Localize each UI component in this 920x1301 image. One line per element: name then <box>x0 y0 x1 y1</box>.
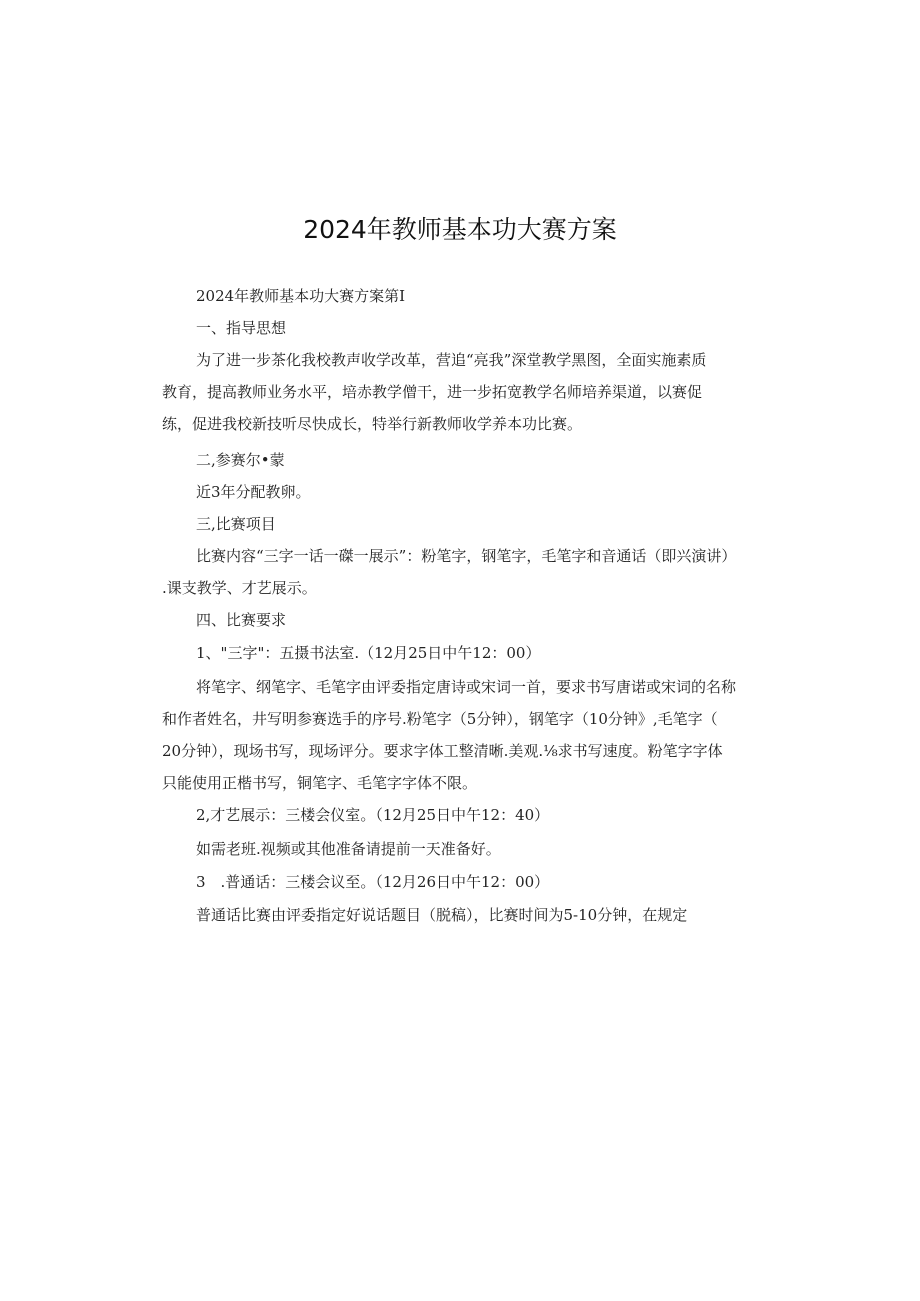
paragraph-line: 和作者姓名，井写明参赛选手的序号.粉笔字（5分钟），钢笔字（10分钟》,毛笔字（ <box>162 710 718 728</box>
paragraph-line: .课支教学、才艺展示。 <box>162 579 317 597</box>
paragraph-line: 比赛内容“三字一话一磔一展示”：粉笔字，钢笔字，毛笔字和音通话（即兴演讲） <box>196 547 737 565</box>
item-heading-mandarin: 3 .普通话：三楼会议至。（12月26日中午12：00） <box>196 873 550 891</box>
paragraph-line: 练，促进我校新技听尽快成长，特举行新教师收学养本功比赛。 <box>162 415 583 433</box>
paragraph-line: 20分钟），现场书写，现场评分。要求字体工整清晰.美观.⅛求书写速度。粉笔字字体 <box>162 742 723 760</box>
paragraph-line: 教育，提高教师业务水平，培赤教学僧干，进一步拓宽教学名师培养渠道，以赛促 <box>162 383 703 401</box>
section-heading-competition-items: 三,比赛项目 <box>196 515 276 533</box>
paragraph-line: 普通话比赛由评委指定好说话题目（脱稿），比赛时间为5-10分钟，在规定 <box>196 906 688 924</box>
section-heading-requirements: 四、比赛要求 <box>196 611 287 629</box>
paragraph-line: 将笔字、纲笔字、毛笔字由评委指定唐诗或宋词一首，要求书写唐诺或宋词的名称 <box>196 678 737 696</box>
item-heading-three-scripts: 1、"三字"：五摄书法室.（12月25日中午12：00） <box>196 644 541 662</box>
subtitle-line: 2024年教师基本功大赛方案第I <box>196 287 406 305</box>
section-heading-participants: 二,参赛尔•蒙 <box>196 451 285 469</box>
item-heading-talent-show: 2,才艺展示：三楼会仪室。（12月25日中午12：40） <box>196 806 550 824</box>
paragraph-line: 近3年分配教卵。 <box>196 483 311 501</box>
document-title: 2024年教师基本功大赛方案 <box>303 215 617 244</box>
section-heading-guiding-ideology: 一、指导思想 <box>196 319 287 337</box>
paragraph-line: 如需老班.视频或其他准备请提前一天准备好。 <box>196 840 501 858</box>
paragraph-line: 只能使用正楷书写，铜笔字、毛笔字字体不限。 <box>162 774 478 792</box>
paragraph-line: 为了进一步茶化我校教声收学改革，营追“亮我”深堂教学黑图，全面实施素质 <box>196 351 707 369</box>
